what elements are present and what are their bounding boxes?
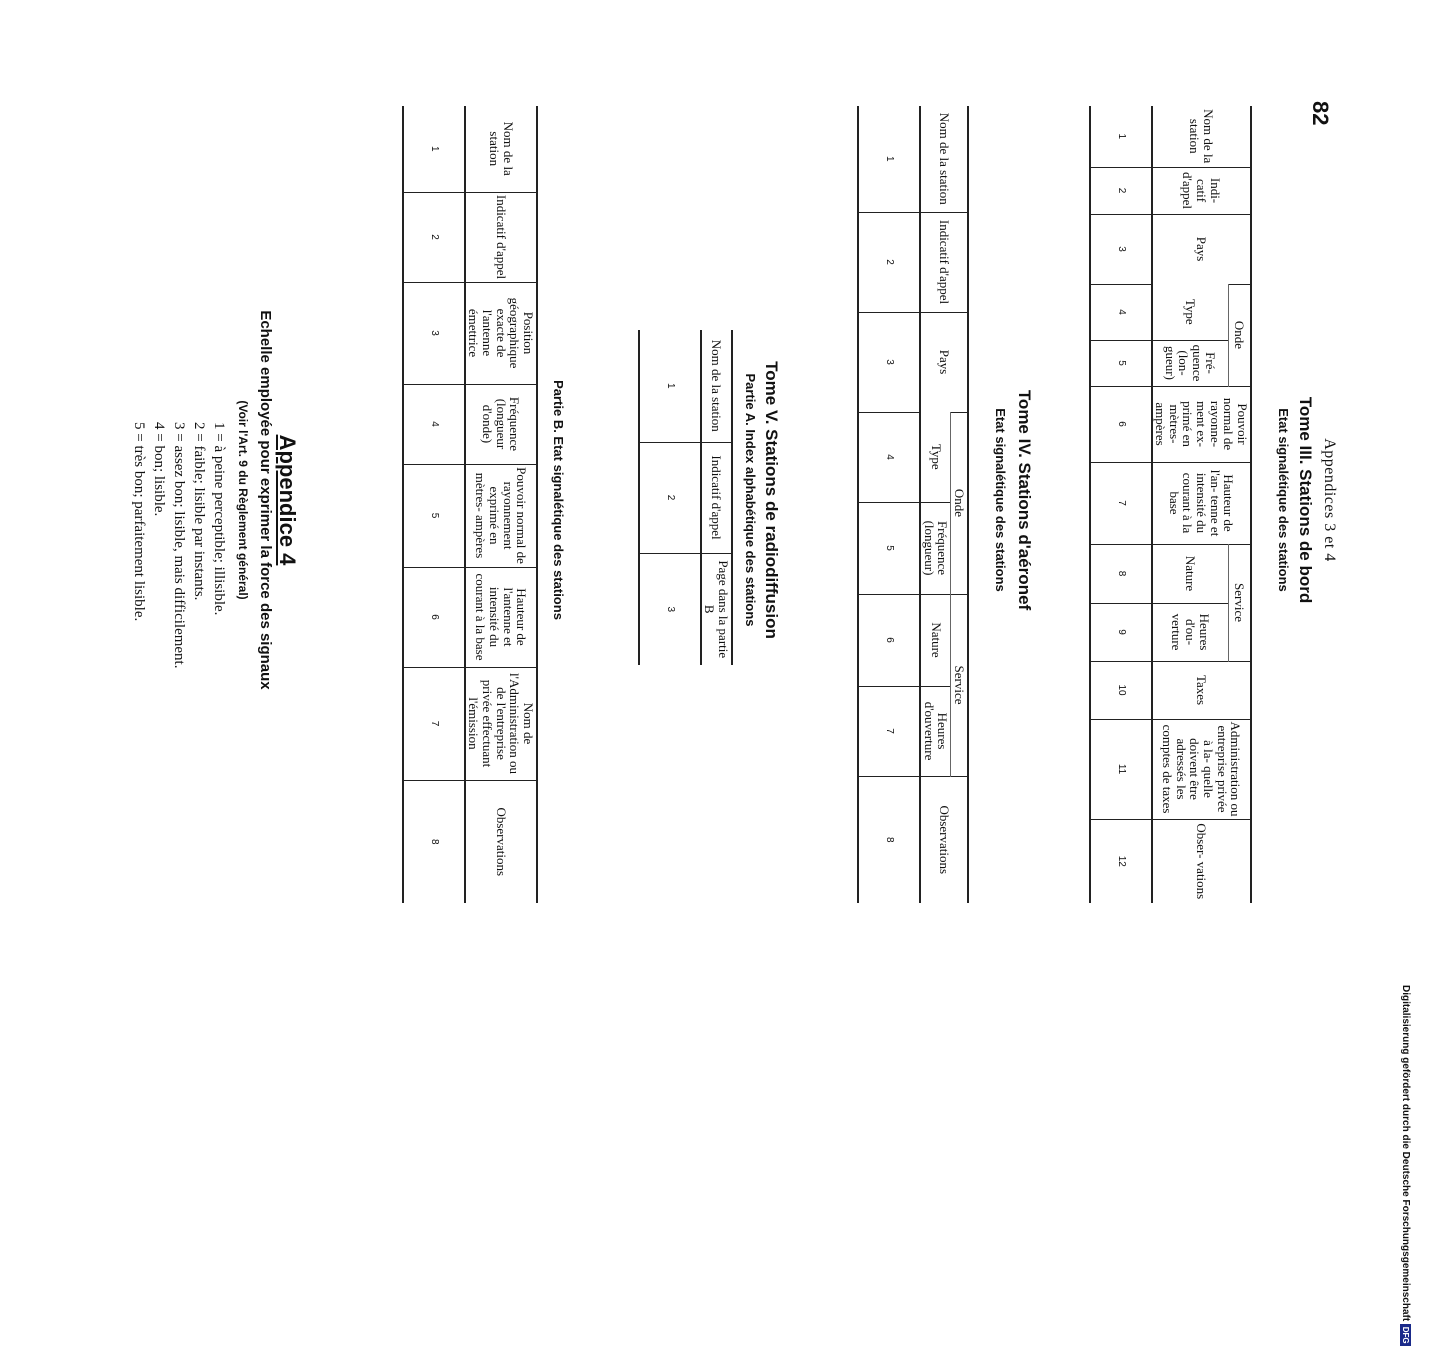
tome4-title: Tome IV. Stations d'aéronef bbox=[1015, 389, 1034, 611]
scale-item: 2 = faible; lisible par instants. bbox=[191, 422, 207, 601]
tome4-header-2: Indicatif d'appel bbox=[920, 212, 968, 312]
scale-item: 4 = bon; lisible. bbox=[151, 422, 167, 517]
tome3-col-number: 6 bbox=[1090, 386, 1152, 462]
tome3-header-9: Heures d'ou- verture bbox=[1152, 603, 1229, 661]
tome4-group-service: Service bbox=[951, 594, 968, 776]
tome5-title: Tome V. Stations de radiodiffusion bbox=[762, 361, 781, 639]
tome4-col-number: 1 bbox=[858, 106, 920, 212]
tome5-partA-title: Partie A. Index alphabétique des stations bbox=[743, 373, 758, 627]
tome3-group-onde: Onde bbox=[1228, 284, 1251, 386]
tome4-header-7: Heures d'ouverture bbox=[920, 686, 951, 776]
tome4-col-number: 6 bbox=[858, 594, 920, 686]
tome5-partB-header-1: Nom de la station bbox=[465, 106, 537, 192]
tome3-header-3: Pays bbox=[1152, 214, 1251, 284]
tome3-col-number: 5 bbox=[1090, 340, 1152, 386]
tome4-group-onde: Onde bbox=[951, 412, 968, 594]
tome4-header-4: Type bbox=[928, 443, 944, 470]
signal-strength-scale bbox=[129, 422, 229, 668]
tome5-partB-col-number: 8 bbox=[403, 780, 465, 903]
tome4-header-6: Nature bbox=[920, 594, 951, 686]
tome4-col-number: 4 bbox=[858, 412, 920, 502]
appendix4-subtitle: Echelle employée pour exprimer la force des signaux bbox=[257, 310, 274, 690]
running-title: Appendices 3 et 4 bbox=[1321, 438, 1338, 562]
tome3-header-12: Obser- vations bbox=[1152, 819, 1251, 903]
tome3-header-11: Administration ou entreprise privée à la- quelle doivent être adressés les comptes de taxes bbox=[1152, 719, 1251, 819]
tome3-col-number: 2 bbox=[1090, 167, 1152, 214]
tome3-col-number: 10 bbox=[1090, 661, 1152, 719]
tome3-header-4: Type bbox=[1183, 298, 1198, 325]
tome5-partA-header-1: Nom de la station bbox=[701, 330, 732, 442]
tome5-partB-col-number: 3 bbox=[403, 282, 465, 384]
tome3-header-5: Fré- quence (lon- gueur) bbox=[1152, 340, 1229, 386]
tome4-col-number: 8 bbox=[858, 776, 920, 903]
tome3-subtitle: Etat signalétique des stations bbox=[1276, 408, 1291, 592]
tome3-col-number: 12 bbox=[1090, 819, 1152, 903]
tome4-col-number: 3 bbox=[858, 312, 920, 412]
tome3-header-2: Indi- catif d'appel bbox=[1152, 167, 1251, 214]
tome3-col-number: 4 bbox=[1090, 284, 1152, 340]
tome3-col-number: 1 bbox=[1090, 106, 1152, 167]
tome5-partB-col-number: 2 bbox=[403, 192, 465, 282]
tome3-table bbox=[1089, 106, 1252, 903]
tome5-partB-header-8: Observations bbox=[465, 780, 537, 903]
tome5-partA-col-number: 3 bbox=[639, 553, 701, 665]
tome5-partB-col-number: 7 bbox=[403, 667, 465, 780]
appendix4-title: Appendice 4 bbox=[275, 434, 300, 566]
tome4-col-number: 2 bbox=[858, 212, 920, 312]
tome4-header-8: Observations bbox=[920, 776, 968, 903]
tome3-header-6: Pouvoir normal de rayonne- ment ex- primé en mètres- ampères bbox=[1152, 386, 1251, 462]
tome5-partB-col-number: 4 bbox=[403, 384, 465, 464]
tome5-partB-title: Partie B. Etat signalétique des stations bbox=[551, 380, 566, 620]
tome3-group-service: Service bbox=[1228, 544, 1251, 661]
scale-item: 5 = très bon; parfaitement lisible. bbox=[131, 422, 147, 622]
tome4-header-3: Pays bbox=[920, 312, 968, 412]
tome4-header-5: Fréquence (longueur) bbox=[920, 502, 951, 594]
tome3-col-number: 8 bbox=[1090, 544, 1152, 603]
tome5-partB-header-4: Fréquence (longueur d'onde) bbox=[465, 384, 537, 464]
appendix4-note: (Voir l'Art. 9 du Règlement général) bbox=[236, 400, 250, 600]
tome3-col-number: 9 bbox=[1090, 603, 1152, 661]
tome5-partB-header-6: Hauteur de l'antenne et intensité du courant à la base bbox=[465, 567, 537, 667]
dfg-logo-icon: DFG bbox=[1400, 1324, 1411, 1346]
footer-text: Digitalisierung gefördert durch die Deutsche Forschungsgemeinschaft bbox=[1400, 985, 1411, 1322]
tome3-header-7: Hauteur de l'an- tenne et intensité du courant à la base bbox=[1152, 462, 1251, 544]
page-number: 82 bbox=[1308, 101, 1333, 126]
tome4-header-1: Nom de la station bbox=[920, 106, 968, 212]
tome3-header-1: Nom de la station bbox=[1152, 106, 1251, 167]
tome3-header-8: Nature bbox=[1152, 544, 1229, 603]
tome5-partB-col-number: 6 bbox=[403, 567, 465, 667]
tome5-partB-header-3: Position géographique exacte de l'antenne émettrice bbox=[465, 282, 537, 384]
tome5-partB-col-number: 1 bbox=[403, 106, 465, 192]
tome3-col-number: 3 bbox=[1090, 214, 1152, 284]
tome4-col-number: 7 bbox=[858, 686, 920, 776]
tome5-partA-header-3: Page dans la partie B bbox=[701, 553, 732, 665]
tome3-title: Tome III. Stations de bord bbox=[1296, 396, 1315, 604]
tome5-partB-header-7: Nom de l'Administration ou de l'entreprise privée effectuant l'émission bbox=[465, 667, 537, 780]
tome5-partB-col-number: 5 bbox=[403, 464, 465, 567]
tome4-subtitle: Etat signalétique des stations bbox=[993, 408, 1008, 592]
tome4-col-number: 5 bbox=[858, 502, 920, 594]
scale-item: 3 = assez bon; lisible, mais difficilement. bbox=[171, 422, 187, 669]
tome4-table bbox=[857, 106, 969, 903]
tome3-col-number: 7 bbox=[1090, 462, 1152, 544]
tome5-partA-col-number: 1 bbox=[639, 330, 701, 442]
tome5-partA-col-number: 2 bbox=[639, 442, 701, 553]
tome3-header-10: Taxes bbox=[1152, 661, 1251, 719]
scale-item: 1 = à peine perceptible; illisible. bbox=[211, 422, 227, 616]
tome5-partA-header-2: Indicatif d'appel bbox=[701, 442, 732, 553]
tome5-partB-table bbox=[402, 106, 538, 903]
tome3-col-number: 11 bbox=[1090, 719, 1152, 819]
tome5-partA-table bbox=[638, 330, 733, 665]
tome5-partB-header-2: Indicatif d'appel bbox=[465, 192, 537, 282]
tome5-partB-header-5: Pouvoir normal de rayonnement exprimé en mètres- ampères bbox=[465, 464, 537, 567]
